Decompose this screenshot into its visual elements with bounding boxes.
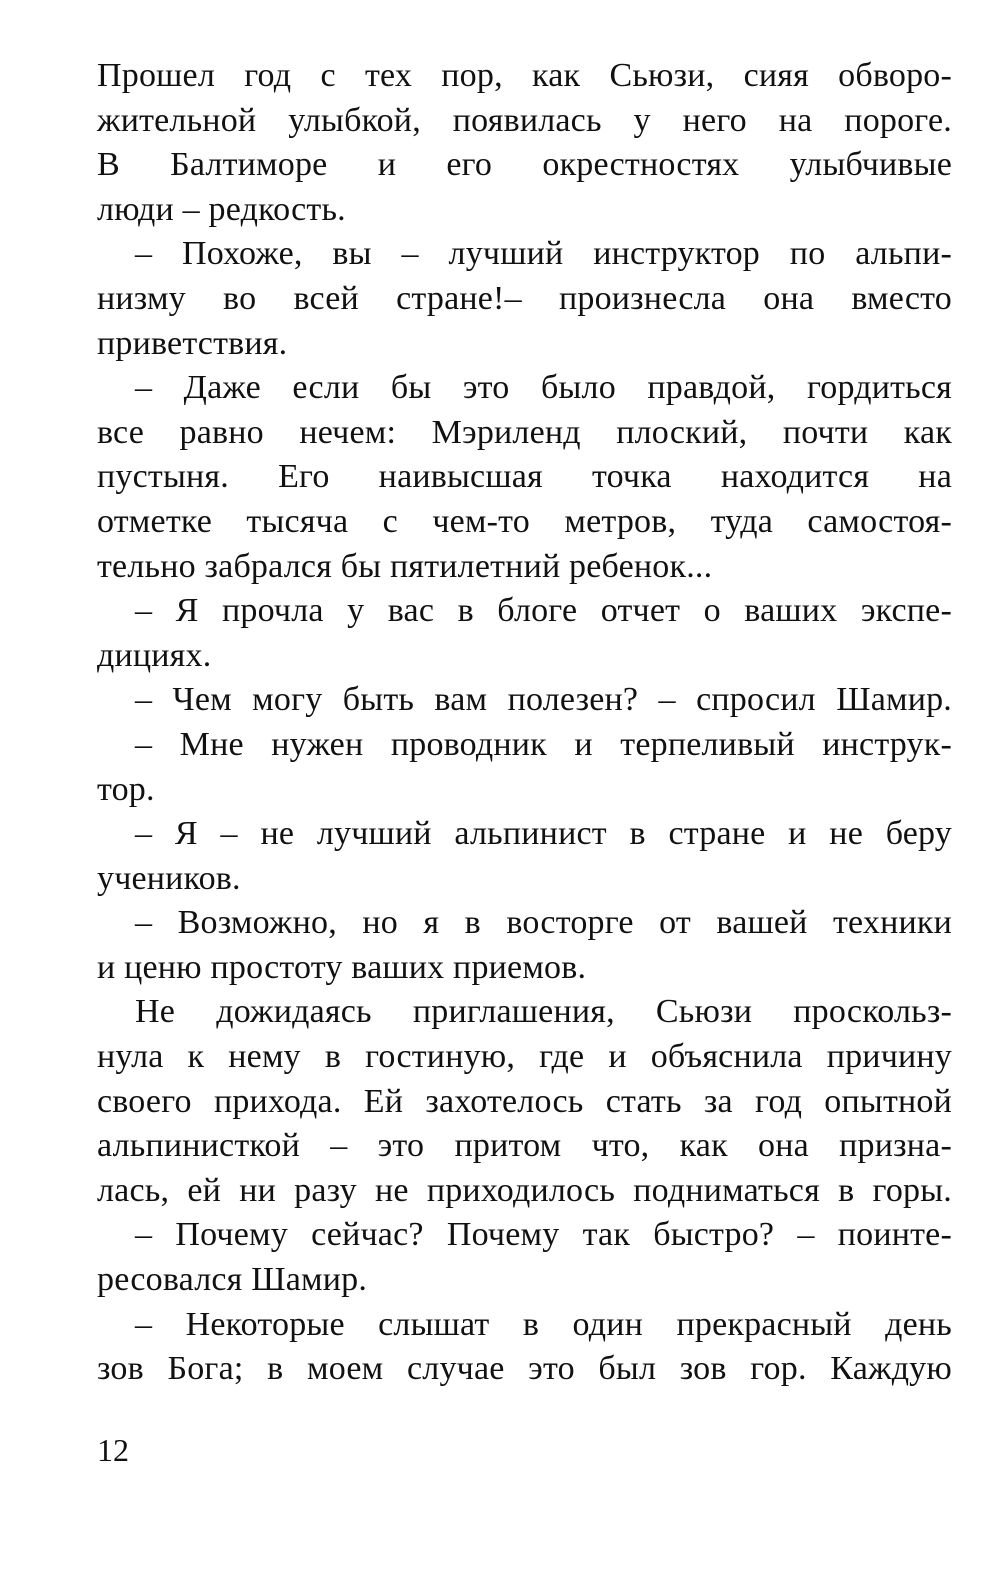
text-line: дициях. [97,636,212,674]
text-line: ресовался Шамир. [97,1261,368,1299]
text-line: Не дожидаясь приглашения, Сьюзи проскольз- [135,993,952,1031]
text-line: – Некоторые слышат в один прекрасный день [135,1305,952,1343]
text-line: В Балтиморе и его окрестностях улыбчивые [97,146,952,184]
text-line: – Чем могу быть вам полезен? – спросил Шамир. [135,681,952,719]
text-line: тельно забрался бы пятилетний ребенок... [97,547,713,585]
text-line: – Я прочла у вас в блоге отчет о ваших экспе- [135,592,952,630]
text-line: – Я – не лучший альпинист в стране и не беру [135,815,952,853]
text-line: тор. [97,770,155,808]
text-line: Прошел год с тех пор, как Сьюзи, сияя обворо- [97,57,952,94]
text-line: альпинисткой – это притом что, как она призна- [97,1127,952,1165]
text-line: все равно нечем: Мэриленд плоский, почти как [97,413,952,451]
text-line: и ценю простоту ваших приемов. [97,948,587,986]
text-line: жительной улыбкой, появилась у него на пороге. [97,101,952,139]
text-line: нула к нему в гостиную, где и объяснила причину [97,1038,952,1076]
text-line: отметке тысяча с чем-то метров, туда самостоя- [97,502,952,540]
text-line: своего прихода. Ей захотелось стать за год опытной [97,1082,952,1120]
text-line: – Мне нужен проводник и терпеливый инструк- [135,725,952,763]
text-line: – Почему сейчас? Почему так быстро? – поинте- [135,1216,952,1254]
text-line: – Похоже, вы – лучший инструктор по альпи- [135,235,952,273]
text-line: низму во всей стране!– произнесла она вместо [97,279,952,317]
text-line: зов Бога; в моем случае это был зов гор. Каждую [97,1350,952,1388]
body-text [97,54,952,1392]
text-line: приветствия. [97,324,288,362]
page-number: 12 [97,1432,129,1468]
text-line: – Даже если бы это было правдой, гордиться [135,369,952,407]
text-line: учеников. [97,859,241,897]
text-line: – Возможно, но я в восторге от вашей техники [135,904,952,942]
text-line: люди – редкость. [97,190,346,228]
text-line: лась, ей ни разу не приходилось подниматься в горы. [97,1171,952,1209]
text-line: пустыня. Его наивысшая точка находится на [97,458,952,496]
